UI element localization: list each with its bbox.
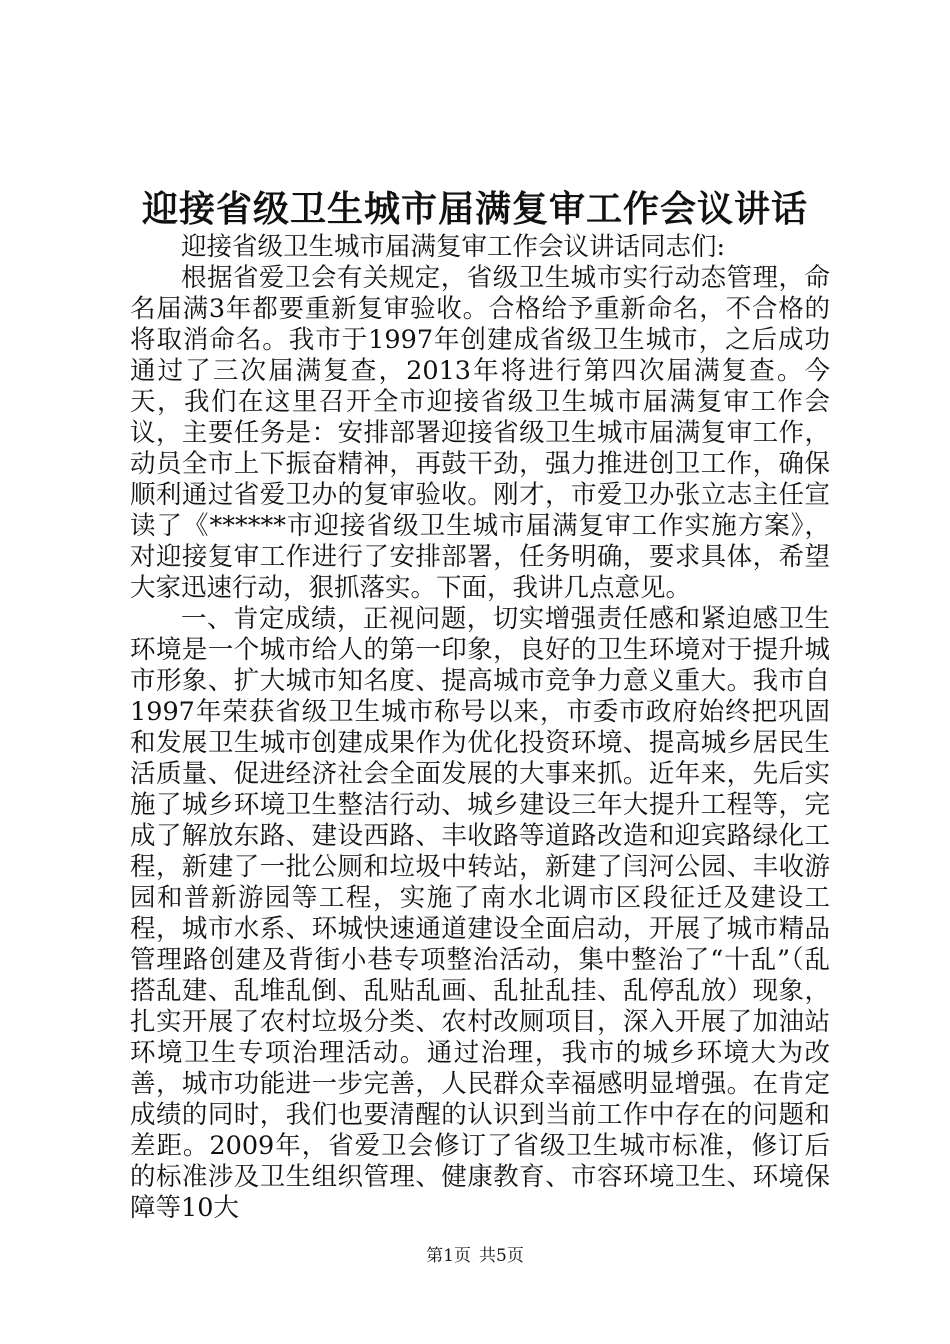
section-one-paragraph: 一、肯定成绩，正视问题，切实增强责任感和紧迫感卫生环境是一个城市给人的第一印象，良好的卫生环境对于提升城市形象、扩大城市知名度、提高城市竞争力意义重大。我市自1997年荣获省级卫生城市称号以来，市委市政府始终把巩固和发展卫生城市创建成果作为优化投资环境、提高城乡居民生活质量、促进经济社会全面发展的大事来抓。近年来，先后实施了城乡环境卫生整洁行动、城乡建设三年大提升工程等，完成了解放东路、建设西路、丰收路等道路改造和迎宾路绿化工程，新建了一批公厕和垃圾中转站，新建了闫河公园、丰收游园和普新游园等工程，实施了南水北调市区段征迁及建设工程，城市水系、环城快速通道建设全面启动，开展了城市精品管理路创建及背街小巷专项整治活动，集中整治了“十乱”（乱搭乱建、乱堆乱倒、乱贴乱画、乱扯乱挂、乱停乱放）现象，扎实开展了农村垃圾分类、农村改厕项目，深入开展了加油站环境卫生专项治理活动。通过治理，我市的城乡环境大为改善，城市功能进一步完善，人民群众幸福感明显增强。在肯定成绩的同时，我们也要清醒的认识到当前工作中存在的问题和差距。2009年，省爱卫会修订了省级卫生城市标准，修订后的标准涉及卫生组织管理、健康教育、市容环境卫生、环境保障等10大 — [130, 604, 830, 1223]
page-total: 共5页 — [479, 1246, 524, 1266]
page-number: 第1页 — [426, 1246, 471, 1266]
intro-paragraph: 根据省爱卫会有关规定，省级卫生城市实行动态管理，命名届满3年都要重新复审验收。合格给予重新命名，不合格的将取消命名。我市于1997年创建成省级卫生城市，之后成功通过了三次届满复查，2013年将进行第四次届满复查。今天，我们在这里召开全市迎接省级卫生城市届满复审工作会议，主要任务是：安排部署迎接省级卫生城市届满复审工作，动员全市上下振奋精神，再鼓干劲，强力推进创卫工作，确保顺利通过省爱卫办的复审验收。刚才，市爱卫办张立志主任宣读了《******市迎接省级卫生城市届满复审工作实施方案》，对迎接复审工作进行了安排部署，任务明确，要求具体，希望大家迅速行动，狠抓落实。下面，我讲几点意见。 — [130, 263, 830, 603]
page-footer — [0, 1244, 950, 1268]
document-body — [130, 232, 830, 1224]
document-title: 迎接省级卫生城市届满复审工作会议讲话 — [141, 188, 808, 230]
salutation-paragraph: 迎接省级卫生城市届满复审工作会议讲话同志们: — [181, 232, 726, 262]
